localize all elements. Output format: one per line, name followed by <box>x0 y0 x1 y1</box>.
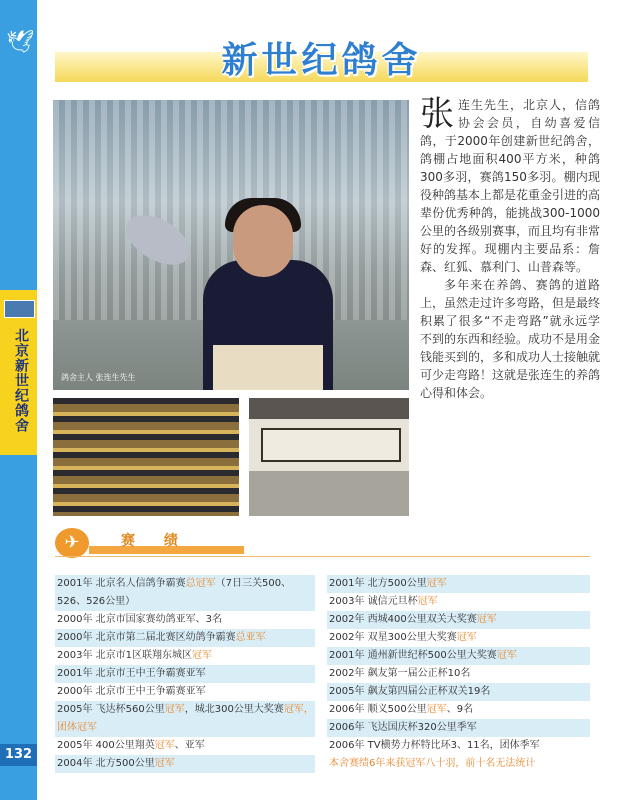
result-text: 2001年 通州新世纪杯500公里大奖赛 <box>329 650 497 661</box>
result-highlight: 冠军 <box>154 740 175 751</box>
result-row <box>55 575 315 611</box>
result-row <box>55 647 315 665</box>
result-row <box>55 701 315 737</box>
result-row <box>327 665 590 683</box>
result-highlight: 冠军 <box>192 650 212 661</box>
result-row <box>55 683 315 701</box>
intro-paragraph-2: 多年来在养鸽、赛鸽的道路上，虽然走过许多弯路，但是最终积累了很多“不走弯路”就永远学不到的东西和经验。成功不是用金钱能买到的，多和成功人士接触就可少走弯路！这就是张连生的养鸽心得和体会。 <box>420 278 601 400</box>
result-highlight: 冠军 <box>456 632 477 643</box>
result-row <box>55 665 315 683</box>
result-row <box>327 593 590 611</box>
man-pants <box>213 345 323 390</box>
page-number: 132 <box>0 744 37 766</box>
result-highlight: 总冠军 <box>185 578 216 589</box>
pigeon-icon: ✈ <box>55 528 89 558</box>
result-row <box>327 683 590 701</box>
result-text: 2001年 北方500公里 <box>329 578 427 589</box>
result-row <box>327 719 590 737</box>
result-row <box>55 629 315 647</box>
intro-text <box>420 96 600 402</box>
result-row <box>327 737 590 755</box>
result-text: 2006年 TV横势力杯特比环3、11名，团体季军 <box>329 740 540 751</box>
result-row <box>327 611 590 629</box>
result-text: 2001年 北京名人信鸽争霸赛 <box>57 578 186 589</box>
result-row <box>327 647 590 665</box>
result-text: 、亚军 <box>174 740 205 751</box>
result-text: ，城北300公里大奖赛 <box>184 704 284 715</box>
result-text: 2002年 双星300公里大奖赛 <box>329 632 457 643</box>
photo-caption: 鸽舍主人 张连生先生 <box>61 373 136 382</box>
result-text: 2000年 北京市王中王争霸赛亚军 <box>57 686 206 697</box>
results-divider <box>55 556 590 557</box>
result-highlight: 总亚军 <box>235 632 266 643</box>
result-text: （7日三关500、526、526公里） <box>57 578 292 607</box>
result-highlight: 冠军 <box>154 758 175 769</box>
result-text: 2005年 飙友第四届公正杯双关19名 <box>329 686 491 697</box>
room-photo <box>249 398 409 516</box>
trophy-photo <box>53 398 239 516</box>
result-text: 2006年 飞达国庆杯320公里季军 <box>329 722 477 733</box>
result-highlight: 冠军 <box>476 614 497 625</box>
results-note: 本舍赛绩6年来获冠军八十羽，前十名无法统计 <box>329 758 536 769</box>
dove-icon: 🕊 <box>6 30 34 55</box>
result-text: 2001年 北京市王中王争霸赛亚军 <box>57 668 206 679</box>
result-row <box>55 611 315 629</box>
result-text: 2004年 北方500公里 <box>57 758 155 769</box>
results-right-column <box>327 575 590 773</box>
results-heading: 赛 绩 <box>121 533 190 549</box>
result-highlight: ，团体冠军 <box>57 704 314 733</box>
section-tab <box>0 290 37 455</box>
result-highlight: 冠军 <box>426 578 447 589</box>
result-highlight: 冠军 <box>426 704 447 715</box>
results-header <box>55 528 590 558</box>
section-label: 北京新世纪鸽舍 <box>13 328 29 433</box>
result-highlight: 冠军 <box>417 596 438 607</box>
result-text: 2005年 飞达杯560公里 <box>57 704 165 715</box>
page-title: 新世纪鸽舍 <box>221 40 422 81</box>
result-row <box>55 755 315 773</box>
result-text: 2003年 诚信元旦杯 <box>329 596 418 607</box>
result-text: 、9名 <box>446 704 474 715</box>
result-highlight: 冠军 <box>496 650 517 661</box>
result-row <box>327 575 590 593</box>
result-text: 2000年 北京市第二届北赛区幼鸽争霸赛 <box>57 632 236 643</box>
intro-paragraph-1: 连生先生，北京人，信鸽协会会员，自幼喜爱信鸽，于2000年创建新世纪鸽舍，鸽棚占地面积400平方米，种鸽300多羽，赛鸽150多羽。棚内现役种鸽基本上都是花重金引进的高辈份优秀种鸽，能挑战300-1000公里的各级别赛事，而且均有非常好的发挥。现棚内主要品系：詹森、红狐、慕利门、山普森等。 <box>420 98 601 274</box>
result-text: 2002年 西城400公里双关大奖赛 <box>329 614 477 625</box>
result-highlight: 冠军 <box>164 704 185 715</box>
result-row <box>55 737 315 755</box>
man-head <box>233 205 293 277</box>
calligraphy-plaque <box>261 428 401 462</box>
result-text: 2003年 北京市1区联翔东城区 <box>57 650 192 661</box>
results-left-column <box>55 575 315 773</box>
result-text: 2002年 飙友第一届公正杯10名 <box>329 668 471 679</box>
result-text: 2005年 400公里翔英 <box>57 740 155 751</box>
result-highlight: 冠军 <box>283 704 304 715</box>
result-row <box>327 629 590 647</box>
result-row <box>327 701 590 719</box>
result-text: 2006年 顺义500公里 <box>329 704 427 715</box>
result-text: 2000年 北京市国家赛幼鸽亚军、3名 <box>57 614 222 625</box>
main-photo <box>53 100 409 390</box>
section-thumbnail-icon <box>4 300 35 318</box>
drop-cap: 张 <box>420 94 454 134</box>
